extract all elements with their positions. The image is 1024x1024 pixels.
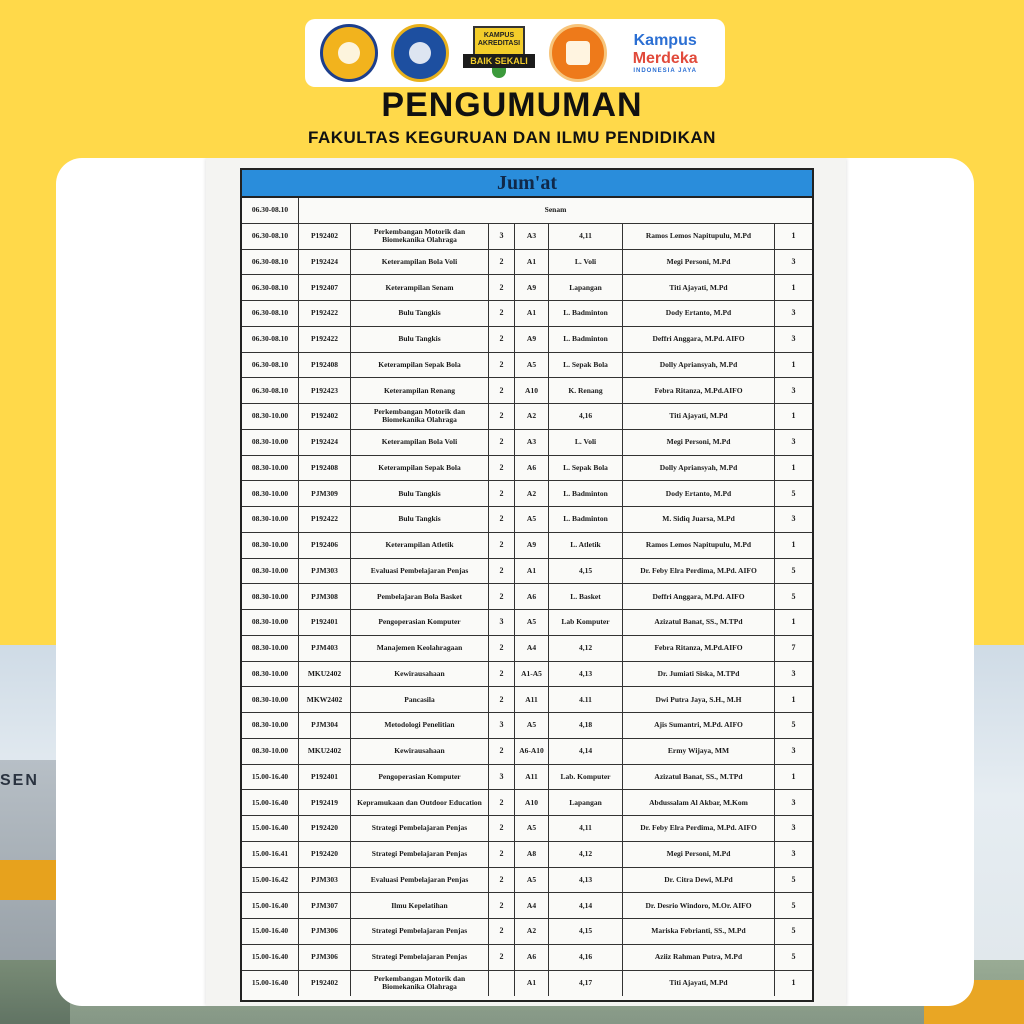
- cell-course: Bulu Tangkis: [351, 301, 489, 326]
- cell-time: 15.00-16.42: [242, 868, 299, 893]
- cell-time: 08.30-10.00: [242, 662, 299, 687]
- cell-lecturer: Ermy Wijaya, MM: [623, 739, 775, 764]
- cell-lecturer: Megi Personi, M.Pd: [623, 842, 775, 867]
- cell-group: 5: [791, 720, 796, 730]
- table-row: [242, 765, 812, 791]
- table-row: [242, 636, 812, 662]
- cell-room: A8: [515, 842, 549, 867]
- km-line3: INDONESIA JAYA: [633, 68, 698, 74]
- cell-location: L. Voli: [549, 250, 623, 275]
- table-row: [242, 198, 812, 224]
- cell-sks: 3: [489, 713, 515, 738]
- cell-room: A1: [515, 971, 549, 997]
- table-row: [242, 224, 812, 250]
- cell-sks: 2: [489, 636, 515, 661]
- cell-location: 4,13: [549, 662, 623, 687]
- cell-location: 4,14: [549, 893, 623, 918]
- cell-course: Strategi Pembelajaran Penjas: [351, 816, 489, 841]
- cell-group: 3: [791, 308, 796, 318]
- cell-time: 06.30-08.10: [242, 275, 299, 300]
- cell-group: 1: [791, 462, 796, 472]
- table-row: [242, 868, 812, 894]
- cell-sks: 2: [489, 507, 515, 532]
- cell-location: L. Atletik: [549, 533, 623, 558]
- cell-time: 08.30-10.00: [242, 559, 299, 584]
- cell-sks: 2: [489, 739, 515, 764]
- cell-time: 15.00-16.40: [242, 945, 299, 970]
- cell-course: Ilmu Kepelatihan: [351, 893, 489, 918]
- page-title: PENGUMUMAN: [381, 86, 643, 124]
- cell-sks: 2: [489, 481, 515, 506]
- cell-time: 08.30-10.00: [242, 481, 299, 506]
- cell-code: PJM306: [299, 945, 351, 970]
- km-line1: Kampus: [633, 32, 697, 49]
- cell-location: Lab Komputer: [549, 610, 623, 635]
- cell-course: Bulu Tangkis: [351, 481, 489, 506]
- cell-code: P192424: [299, 250, 351, 275]
- cell-room: A1: [515, 250, 549, 275]
- cell-course: Keterampilan Sepak Bola: [351, 456, 489, 481]
- badge-top-text: KAMPUS AKREDITASI: [473, 26, 525, 56]
- cell-lecturer: Titi Ajayati, M.Pd: [623, 971, 775, 997]
- cell-room: A10: [515, 790, 549, 815]
- cell-time: 08.30-10.00: [242, 584, 299, 609]
- cell-sks: 2: [489, 868, 515, 893]
- cell-lecturer: Dody Ertanto, M.Pd: [623, 301, 775, 326]
- cell-location: 4.11: [549, 687, 623, 712]
- table-row: [242, 739, 812, 765]
- kampus-merdeka-logo: [620, 32, 710, 74]
- cell-course: Bulu Tangkis: [351, 327, 489, 352]
- cell-code: P192420: [299, 816, 351, 841]
- cell-lecturer: Dr. Citra Dewi, M.Pd: [623, 868, 775, 893]
- cell-room: A2: [515, 481, 549, 506]
- cell-time: 08.30-10.00: [242, 713, 299, 738]
- cell-sks: 2: [489, 687, 515, 712]
- cell-group: 3: [791, 797, 796, 807]
- cell-location: 4,12: [549, 636, 623, 661]
- cell-lecturer: Azizatul Banat, SS., M.TPd: [623, 765, 775, 790]
- cell-sks: 2: [489, 584, 515, 609]
- table-row: [242, 945, 812, 971]
- table-row: [242, 893, 812, 919]
- cell-location: 4,17: [549, 971, 623, 997]
- cell-code: PJM303: [299, 868, 351, 893]
- cell-time: 08.30-10.00: [242, 610, 299, 635]
- cell-time: 08.30-10.00: [242, 430, 299, 455]
- cell-sks: 2: [489, 301, 515, 326]
- cell-code: P192402: [299, 404, 351, 429]
- cell-room: A5: [515, 507, 549, 532]
- cell-group: 7: [791, 643, 796, 653]
- cell-activity: Senam: [544, 205, 567, 215]
- cell-lecturer: Dr. Feby Elra Perdima, M.Pd. AIFO: [623, 559, 775, 584]
- cell-sks: 3: [489, 765, 515, 790]
- cell-lecturer: Dwi Putra Jaya, S.H., M.H: [623, 687, 775, 712]
- cell-time: 15.00-16.40: [242, 893, 299, 918]
- cell-location: K. Renang: [549, 378, 623, 403]
- schedule-table: [240, 168, 814, 1002]
- cell-lecturer: Dolly Apriansyah, M.Pd: [623, 456, 775, 481]
- cell-lecturer: Deffri Anggara, M.Pd. AIFO: [623, 584, 775, 609]
- cell-sks: 3: [489, 610, 515, 635]
- cell-lecturer: Dolly Apriansyah, M.Pd: [623, 353, 775, 378]
- cell-group: 3: [791, 437, 796, 447]
- cell-group: 3: [791, 334, 796, 344]
- cell-course: Pembelajaran Bola Basket: [351, 584, 489, 609]
- cell-location: L. Sepak Bola: [549, 353, 623, 378]
- table-row: [242, 790, 812, 816]
- cell-lecturer: Megi Personi, M.Pd: [623, 250, 775, 275]
- cell-location: 4,18: [549, 713, 623, 738]
- cell-code: PJM308: [299, 584, 351, 609]
- badge-dot: [492, 68, 506, 78]
- cell-sks: 2: [489, 327, 515, 352]
- cell-location: L. Basket: [549, 584, 623, 609]
- table-row: [242, 662, 812, 688]
- cell-course: Strategi Pembelajaran Penjas: [351, 842, 489, 867]
- cell-code: P192402: [299, 971, 351, 997]
- cell-code: P192407: [299, 275, 351, 300]
- cell-location: 4,14: [549, 739, 623, 764]
- cell-room: A9: [515, 327, 549, 352]
- cell-time: 06.30-08.10: [242, 301, 299, 326]
- cell-group: 3: [791, 849, 796, 859]
- cell-group: 1: [791, 617, 796, 627]
- cell-room: A2: [515, 919, 549, 944]
- cell-sks: 2: [489, 430, 515, 455]
- table-row: [242, 584, 812, 610]
- cell-time: 15.00-16.40: [242, 971, 299, 997]
- building-sign: SEN: [0, 772, 39, 789]
- cell-location: L. Badminton: [549, 327, 623, 352]
- cell-course: Pengoperasian Komputer: [351, 765, 489, 790]
- cell-course: Perkembangan Motorik dan Biomekanika Olahraga: [351, 971, 489, 997]
- cell-group: 5: [791, 488, 796, 498]
- cell-room: A5: [515, 816, 549, 841]
- cell-group: 1: [791, 282, 796, 292]
- table-row: [242, 275, 812, 301]
- cell-course: Strategi Pembelajaran Penjas: [351, 919, 489, 944]
- cell-time: 15.00-16.40: [242, 765, 299, 790]
- cell-code: P192408: [299, 353, 351, 378]
- cell-lecturer: Titi Ajayati, M.Pd: [623, 404, 775, 429]
- cell-sks: 2: [489, 533, 515, 558]
- cell-course: Strategi Pembelajaran Penjas: [351, 945, 489, 970]
- cell-code: P192423: [299, 378, 351, 403]
- day-header: Jum'at: [242, 170, 812, 198]
- cell-lecturer: Titi Ajayati, M.Pd: [623, 275, 775, 300]
- cell-sks: [489, 971, 515, 997]
- cell-location: 4,13: [549, 868, 623, 893]
- cell-lecturer: Ramos Lemos Napitupulu, M.Pd: [623, 224, 775, 249]
- cell-code: P192406: [299, 533, 351, 558]
- cell-time: 06.30-08.10: [242, 224, 299, 249]
- cell-location: 4,15: [549, 559, 623, 584]
- cell-time: 08.30-10.00: [242, 507, 299, 532]
- cell-code: P192420: [299, 842, 351, 867]
- cell-room: A6: [515, 456, 549, 481]
- cell-group: 3: [791, 385, 796, 395]
- cell-room: A4: [515, 893, 549, 918]
- table-row: [242, 430, 812, 456]
- cell-time: 08.30-10.00: [242, 636, 299, 661]
- cell-room: A5: [515, 353, 549, 378]
- cell-group: 1: [791, 231, 796, 241]
- cell-group: 1: [791, 694, 796, 704]
- cell-course: Keterampilan Bola Voli: [351, 430, 489, 455]
- cell-time: 15.00-16.40: [242, 919, 299, 944]
- cell-room: A1: [515, 559, 549, 584]
- cell-lecturer: Megi Personi, M.Pd: [623, 430, 775, 455]
- cell-group: 3: [791, 514, 796, 524]
- cell-code: P192408: [299, 456, 351, 481]
- cell-group: 5: [791, 952, 796, 962]
- table-row: [242, 481, 812, 507]
- badge-ribbon-text: BAIK SEKALI: [463, 54, 535, 68]
- cell-room: A6: [515, 584, 549, 609]
- cell-lecturer: Febra Ritanza, M.Pd.AIFO: [623, 378, 775, 403]
- cell-group: 1: [791, 411, 796, 421]
- table-row: [242, 301, 812, 327]
- cell-group: 5: [791, 874, 796, 884]
- cell-time: 15.00-16.41: [242, 842, 299, 867]
- cell-code: P192401: [299, 610, 351, 635]
- cell-room: A11: [515, 687, 549, 712]
- cell-time: 15.00-16.40: [242, 816, 299, 841]
- cell-code: PJM304: [299, 713, 351, 738]
- cell-code: P192424: [299, 430, 351, 455]
- cell-location: 4,11: [549, 224, 623, 249]
- cell-room: A4: [515, 636, 549, 661]
- cell-course: Bulu Tangkis: [351, 507, 489, 532]
- cell-group: 5: [791, 926, 796, 936]
- cell-sks: 2: [489, 662, 515, 687]
- cell-course: Evaluasi Pembelajaran Penjas: [351, 559, 489, 584]
- logo-bar: [305, 19, 725, 87]
- cell-room: A9: [515, 533, 549, 558]
- cell-code: PJM403: [299, 636, 351, 661]
- cell-code: P192422: [299, 507, 351, 532]
- cell-location: L. Voli: [549, 430, 623, 455]
- content-card: [56, 158, 974, 1006]
- cell-room: A5: [515, 713, 549, 738]
- cell-room: A3: [515, 430, 549, 455]
- cell-code: P192422: [299, 301, 351, 326]
- table-row: [242, 404, 812, 430]
- cell-code: MKU2402: [299, 662, 351, 687]
- cell-location: 4,15: [549, 919, 623, 944]
- cell-group: 3: [791, 746, 796, 756]
- cell-course: Keterampilan Renang: [351, 378, 489, 403]
- university-logo-icon: [320, 24, 378, 82]
- cell-time: 15.00-16.40: [242, 790, 299, 815]
- cell-lecturer: Dody Ertanto, M.Pd: [623, 481, 775, 506]
- cell-lecturer: Azizatul Banat, SS., M.TPd: [623, 610, 775, 635]
- cell-location: Lab. Komputer: [549, 765, 623, 790]
- cell-sks: 3: [489, 224, 515, 249]
- cell-sks: 2: [489, 893, 515, 918]
- cell-room: A1-A5: [515, 662, 549, 687]
- cell-location: L. Badminton: [549, 507, 623, 532]
- cell-location: 4,16: [549, 945, 623, 970]
- cell-room: A10: [515, 378, 549, 403]
- cell-sks: 2: [489, 559, 515, 584]
- cell-group: 1: [791, 771, 796, 781]
- cell-time: 08.30-10.00: [242, 533, 299, 558]
- cell-course: Kewirausahaan: [351, 662, 489, 687]
- cell-time: 06.30-08.10: [242, 353, 299, 378]
- cell-sks: 2: [489, 378, 515, 403]
- table-row: [242, 533, 812, 559]
- cell-group: 3: [791, 256, 796, 266]
- table-row: [242, 713, 812, 739]
- table-row: [242, 971, 812, 997]
- page-subtitle: FAKULTAS KEGURUAN DAN ILMU PENDIDIKAN: [308, 128, 716, 147]
- cell-lecturer: Febra Ritanza, M.Pd.AIFO: [623, 636, 775, 661]
- cell-location: L. Badminton: [549, 481, 623, 506]
- accreditation-badge-icon: [463, 26, 535, 80]
- cell-lecturer: M. Sidiq Juarsa, M.Pd: [623, 507, 775, 532]
- cell-sks: 2: [489, 456, 515, 481]
- cell-sks: 2: [489, 250, 515, 275]
- cell-lecturer: Ramos Lemos Napitupulu, M.Pd: [623, 533, 775, 558]
- cell-lecturer: Aziiz Rahman Putra, M.Pd: [623, 945, 775, 970]
- cell-group: 3: [791, 823, 796, 833]
- cell-group: 5: [791, 565, 796, 575]
- cell-sks: 2: [489, 816, 515, 841]
- cell-time: 08.30-10.00: [242, 456, 299, 481]
- cell-lecturer: Mariska Febrianti, SS., M.Pd: [623, 919, 775, 944]
- cell-sks: 2: [489, 842, 515, 867]
- cell-room: A5: [515, 610, 549, 635]
- cell-lecturer: Dr. Desrio Windoro, M.Or. AIFO: [623, 893, 775, 918]
- cell-group: 5: [791, 900, 796, 910]
- cell-room: A3: [515, 224, 549, 249]
- cell-location: Lapangan: [549, 790, 623, 815]
- cell-course: Perkembangan Motorik dan Biomekanika Olahraga: [351, 404, 489, 429]
- cell-lecturer: Deffri Anggara, M.Pd. AIFO: [623, 327, 775, 352]
- cell-lecturer: Ajis Sumantri, M.Pd. AIFO: [623, 713, 775, 738]
- table-row: [242, 842, 812, 868]
- cell-course: Perkembangan Motorik dan Biomekanika Olahraga: [351, 224, 489, 249]
- cell-location: L. Sepak Bola: [549, 456, 623, 481]
- cell-code: MKW2402: [299, 687, 351, 712]
- ranking-seal-icon: [549, 24, 607, 82]
- cell-code: PJM306: [299, 919, 351, 944]
- cell-time: 06.30-08.10: [242, 327, 299, 352]
- cell-location: Lapangan: [549, 275, 623, 300]
- cell-time: 06.30-08.10: [242, 378, 299, 403]
- cell-lecturer: Dr. Jumiati Siska, M.TPd: [623, 662, 775, 687]
- table-row: [242, 816, 812, 842]
- table-row: [242, 507, 812, 533]
- table-row: [242, 353, 812, 379]
- table-row: [242, 456, 812, 482]
- cell-group: 1: [791, 540, 796, 550]
- table-row: [242, 610, 812, 636]
- cell-time: 08.30-10.00: [242, 739, 299, 764]
- cell-code: P192401: [299, 765, 351, 790]
- cell-course: Metodologi Penelitian: [351, 713, 489, 738]
- cell-sks: 2: [489, 945, 515, 970]
- cell-room: A5: [515, 868, 549, 893]
- cell-code: PJM309: [299, 481, 351, 506]
- cell-code: P192402: [299, 224, 351, 249]
- cell-group: 3: [791, 668, 796, 678]
- cell-code: PJM307: [299, 893, 351, 918]
- cell-room: A6: [515, 945, 549, 970]
- cell-location: 4,16: [549, 404, 623, 429]
- cell-course: Keterampilan Atletik: [351, 533, 489, 558]
- cell-room: A9: [515, 275, 549, 300]
- cell-course: Manajemen Keolahragaan: [351, 636, 489, 661]
- cell-sks: 2: [489, 353, 515, 378]
- cell-room: A1: [515, 301, 549, 326]
- cell-sks: 2: [489, 790, 515, 815]
- table-row: [242, 559, 812, 585]
- cell-group: 1: [791, 359, 796, 369]
- cell-location: 4,11: [549, 816, 623, 841]
- cell-code: P192419: [299, 790, 351, 815]
- cell-sks: 2: [489, 919, 515, 944]
- table-row: [242, 378, 812, 404]
- km-line2: Merdeka: [632, 50, 698, 67]
- cell-group: 5: [791, 591, 796, 601]
- cell-code: PJM303: [299, 559, 351, 584]
- cell-course: Keterampilan Bola Voli: [351, 250, 489, 275]
- cell-sks: 2: [489, 275, 515, 300]
- cell-course: Evaluasi Pembelajaran Penjas: [351, 868, 489, 893]
- cell-course: Keterampilan Senam: [351, 275, 489, 300]
- cell-code: P192422: [299, 327, 351, 352]
- table-row: [242, 919, 812, 945]
- cell-course: Kewirausahaan: [351, 739, 489, 764]
- cell-group: 1: [791, 978, 796, 988]
- cell-time: 06.30-08.10: [242, 198, 299, 223]
- cell-time: 08.30-10.00: [242, 687, 299, 712]
- cell-course: Keterampilan Sepak Bola: [351, 353, 489, 378]
- table-row: [242, 327, 812, 353]
- table-row: [242, 687, 812, 713]
- cell-lecturer: Dr. Feby Elra Perdima, M.Pd. AIFO: [623, 816, 775, 841]
- cell-time: 06.30-08.10: [242, 250, 299, 275]
- cell-course: Kepramukaan dan Outdoor Education: [351, 790, 489, 815]
- cell-location: L. Badminton: [549, 301, 623, 326]
- cell-course: Pengoperasian Komputer: [351, 610, 489, 635]
- cell-location: 4,12: [549, 842, 623, 867]
- cell-room: A2: [515, 404, 549, 429]
- cell-lecturer: Abdussalam Al Akbar, M.Kom: [623, 790, 775, 815]
- table-row: [242, 250, 812, 276]
- cell-room: A11: [515, 765, 549, 790]
- faculty-logo-icon: [391, 24, 449, 82]
- cell-sks: 2: [489, 404, 515, 429]
- cell-course: Pancasila: [351, 687, 489, 712]
- cell-time: 08.30-10.00: [242, 404, 299, 429]
- cell-room: A6-A10: [515, 739, 549, 764]
- cell-code: MKU2402: [299, 739, 351, 764]
